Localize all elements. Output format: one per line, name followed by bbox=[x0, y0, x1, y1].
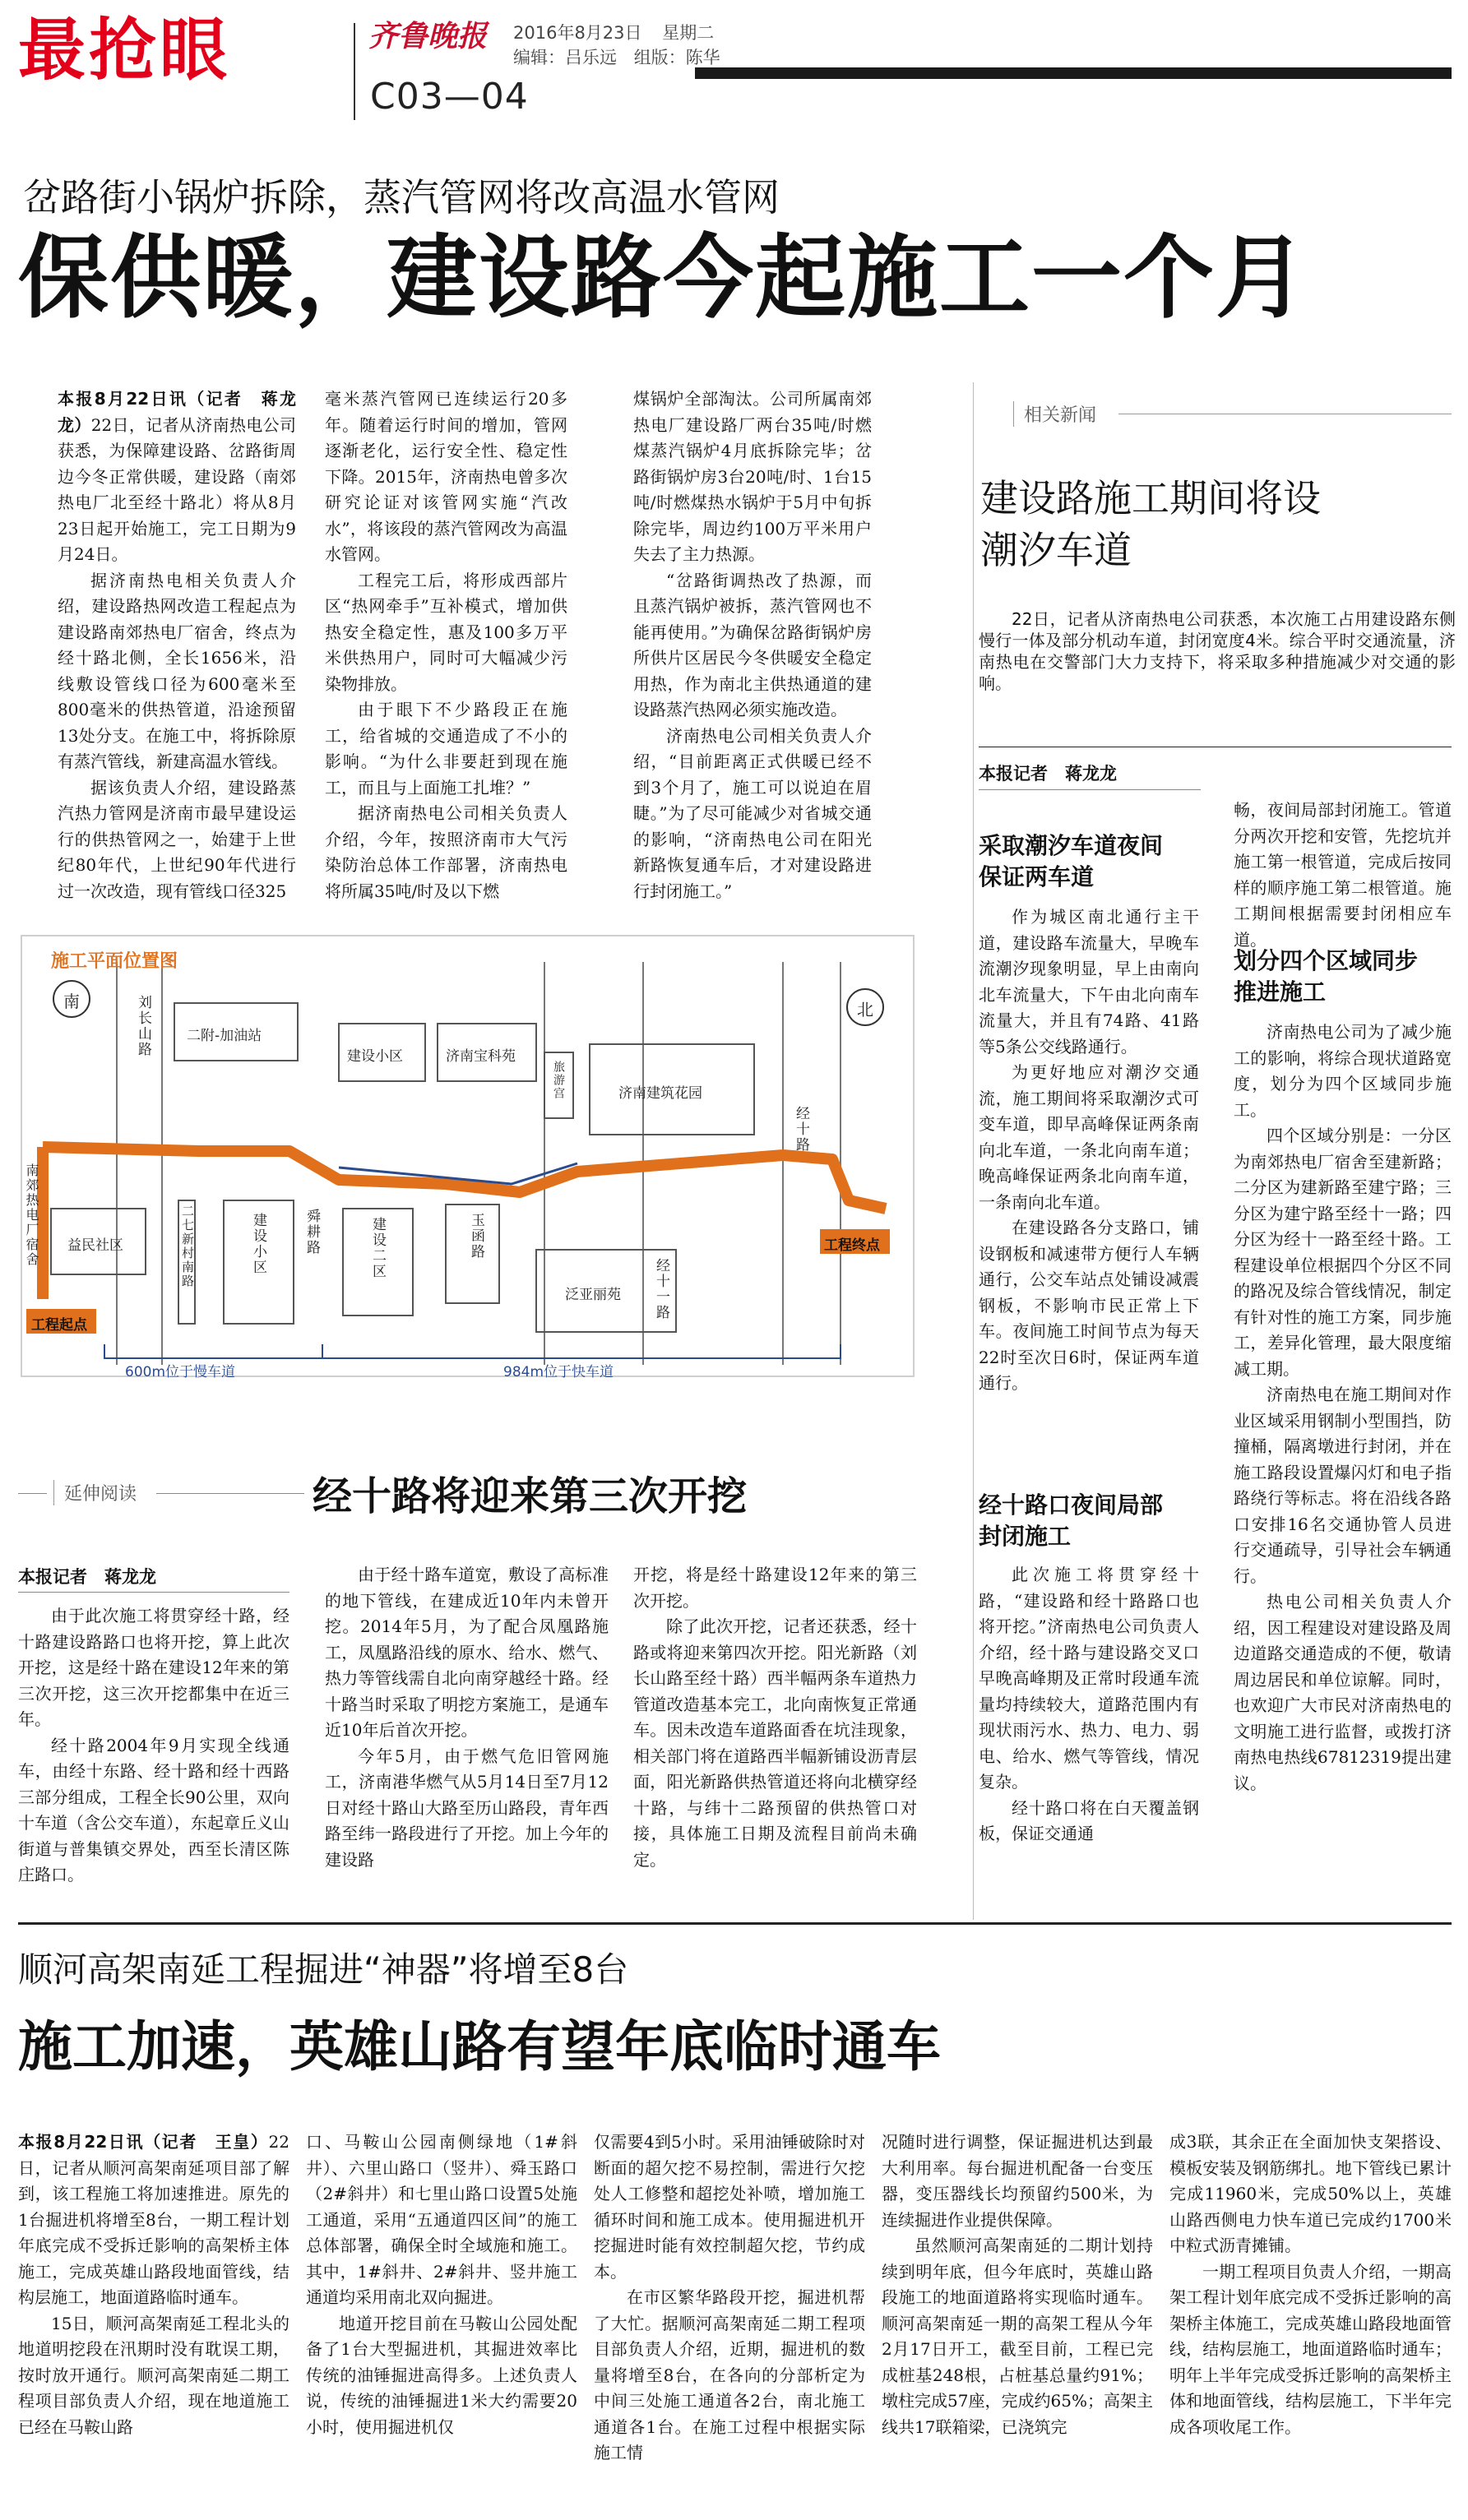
masthead bbox=[0, 0, 1468, 144]
story1-paragraph: 工程完工后，将形成西部片区“热网牵手”互补模式，增加供热安全稳定性，惠及100多万平米供热用户，同时可大幅减少污染物排放。 bbox=[325, 570, 567, 694]
paper-name: 齐鲁晚报 bbox=[368, 19, 488, 53]
sidebar-column-1b bbox=[979, 1562, 1199, 1847]
story1-paragraph: 由于眼下不少路段正在施工，给省城的交通造成了不小的影响。“为什么非要赶到现在施工，而且与上面施工扎堆？” bbox=[325, 700, 567, 798]
sidebar-column-1a bbox=[979, 904, 1199, 1397]
story1-paragraph: 济南热电公司相关负责人介绍，“目前距离正式供暖已经不到3个月了，施工可以说迫在眉睫。”为了尽可能减少对省城交通的影响，“济南热电公司在阳光新路恢复通车后，才对建设路进行封闭施工。” bbox=[633, 725, 872, 901]
sidebar-subhead-tidal: 采取潮汐车道夜间保证两车道 bbox=[979, 832, 1164, 890]
compass-north: 北 bbox=[857, 1000, 873, 1020]
weekday-text: 星期二 bbox=[662, 23, 715, 43]
story3-paragraph: 口、马鞍山公园南侧绿地（1#斜井）、六里山路口（竖井）、舜玉路口（2#斜井）和七里山路口设置5处施工通道，采用“五通道四区间”的施工总体部署，确保全时全域施和施工。其中，1#斜井、2#斜井、竖井施工通道均采用南北双向掘进。 bbox=[306, 2132, 577, 2307]
map-label-nanjiao: 南郊热电厂宿舍 bbox=[24, 1163, 39, 1267]
story3-column-3 bbox=[594, 2129, 865, 2467]
sidebar-byline-rule bbox=[979, 789, 1201, 790]
story2-tag: 延伸阅读 bbox=[53, 1480, 137, 1505]
sidebar-intro bbox=[979, 608, 1456, 694]
layout-text: 组版：陈华 bbox=[633, 48, 720, 67]
masthead-divider bbox=[354, 23, 355, 120]
story2-paragraph: 开挖，将是经十路建设12年来的第三次开挖。 bbox=[633, 1565, 917, 1611]
map-label-jinan-garden: 济南建筑花园 bbox=[618, 1085, 702, 1102]
slow-lane-label: 600m位于慢车道 bbox=[125, 1364, 236, 1380]
sidebar-paragraph: 四个区域分别是：一分区为南郊热电厂宿舍至建新路；二分区为建新路至建宁路；三分区为建宁路至经十一路；四分区为经十一路至经十路。工程建设单位根据四个分区不同的路况及综合管线情况，制定有针对性的施工方案，同步施工，差异化管理，最大限度缩减工期。 bbox=[1234, 1126, 1452, 1379]
story3-paragraph: 虽然顺河高架南延的二期计划持续到明年底，但今年底时，英雄山路段施工的地面道路将实现临时通车。顺河高架南延一期的高架工程从今年2月17日开工，截至目前，工程已完成桩基248根，占桩基总量约91%；墩柱完成57座，完成约65%；高架主线共17联箱梁，已浇筑完 bbox=[882, 2236, 1153, 2437]
story3-paragraph: 仅需要4到5小时。采用油锤破除时对断面的超欠挖不易控制，需进行欠挖处人工修整和超挖处补喷，增加施工循环时间和施工成本。使用掘进机开挖掘进时能有效控制超欠挖，节约成本。 bbox=[594, 2132, 865, 2282]
story1-paragraph: 据该负责人介绍，建设路蒸汽热力管网是济南市最早建设运行的供热管网之一，始建于上世纪80年代，上世纪90年代进行过一次改造，现有管线口径325 bbox=[58, 777, 296, 901]
story3-column-4 bbox=[882, 2129, 1153, 2440]
sidebar-paragraph: 此次施工将贯穿经十路，“建设路和经十路路口也将开挖。”济南热电公司负责人介绍，经十路与建设路交叉口早晚高峰期及正常时段通车流量均持续较大，道路范围内有现状雨污水、热力、电力、弱电、给水、燃气等管线，情况复杂。 bbox=[979, 1565, 1199, 1792]
story1-paragraph: 据济南热电公司相关负责人介绍，今年，按照济南市大气污染防治总体工作部署，济南热电将所属35吨/时及以下燃 bbox=[325, 803, 567, 901]
story3-paragraph: 本报8月22日讯（记者 王皇）22日，记者从顺河高架南延项目部了解到，该工程施工将加速推进。原先的1台掘进机将增至8台，一期工程计划年底完成不受拆迁影响的高架桥主体施工，完成英雄山路段地面管线，结构层施工，地面道路临时通车。 bbox=[18, 2132, 289, 2307]
story1-lead-tag: 本报8月22日讯（记者 蒋龙龙） bbox=[58, 389, 296, 435]
sidebar-paragraph: 为更好地应对潮汐交通流，施工期间将采取潮汐式可变车道，即早高峰保证两条南向北车道，一条北向南车道；晚高峰保证两条北向南车道，一条南向北车道。 bbox=[979, 1062, 1199, 1212]
story2-tag-rule-right bbox=[156, 1493, 304, 1494]
story2-paragraph: 由于经十路车道宽，敷设了高标准的地下管线，在建成近10年内未曾开挖。2014年5月，为了配合凤凰路施工，凤凰路沿线的原水、给水、燃气、热力等管线需自北向南穿越经十路。经十路当时采取了明挖方案施工，是通车近10年后首次开挖。 bbox=[325, 1565, 609, 1740]
sidebar-column-2a bbox=[1234, 798, 1452, 953]
map-label-jingshi: 经十路 bbox=[793, 1106, 809, 1153]
map-label-kunlun: 建设小区 bbox=[347, 1048, 403, 1065]
map-label-shunyu: 舜耕路 bbox=[303, 1209, 320, 1255]
map-label-yuanlin: 玉函路 bbox=[468, 1213, 484, 1260]
story3-top-rule bbox=[18, 1922, 1452, 1925]
map-label-jianfeng: 建设二区 bbox=[369, 1217, 386, 1279]
sidebar-byline: 本报记者 蒋龙龙 bbox=[979, 764, 1117, 784]
map-label-jingshiyi: 经十一路 bbox=[653, 1258, 669, 1320]
date-text: 2016年8月23日 bbox=[513, 23, 642, 43]
story3-paragraph: 况随时进行调整，保证掘进机达到最大利用率。每台掘进机配备一台变压器，变压器线长均预留约500米，为连续掘进作业提供保障。 bbox=[882, 2132, 1153, 2230]
story3-column-5 bbox=[1169, 2129, 1452, 2440]
story2-column-2 bbox=[325, 1562, 609, 1873]
story2-paragraph: 经十路2004年9月实现全线通车，由经十东路、经十路和经十西路三部分组成，工程全长90公里，双向十车道（含公交车道），东起章丘义山街道与普集镇交界处，西至长清区陈庄路口。 bbox=[18, 1735, 289, 1884]
story1-paragraph: 本报8月22日讯（记者 蒋龙龙）22日，记者从济南热电公司获悉，为保障建设路、岔路街周边今冬正常供暖，建设路（南郊热电厂北至经十路北）将从8月23日起开始施工，完工日期为9月24日。 bbox=[58, 389, 296, 564]
map-title: 施工平面位置图 bbox=[51, 951, 178, 972]
story2-paragraph: 今年5月，由于燃气危旧管网施工，济南港华燃气从5月14日至7月12日对经十路山大路至历山路段，青年西路至纬一路段进行了开挖。加上今年的建设路 bbox=[325, 1746, 609, 1870]
sidebar-paragraph: 热电公司相关负责人介绍，因工程建设对建设路及周边道路交通造成的不便，敬请周边居民和单位谅解。同时，也欢迎广大市民对济南热电的文明施工进行监督，或拨打济南热电热线67812319提出建议。 bbox=[1234, 1592, 1452, 1793]
story3-kicker: 顺河高架南延工程掘进“神器”将增至8台 bbox=[18, 1949, 629, 1990]
story3-paragraph: 一期工程项目负责人介绍，一期高架工程计划年底完成不受拆迁影响的高架桥主体施工，完成英雄山路段地面管线，结构层施工，地面道路临时通车；明年上半年完成受拆迁影响的高架桥主体和地面管线，结构层施工，下半年完成各项收尾工作。 bbox=[1169, 2261, 1452, 2437]
story1-paragraph: 毫米蒸汽管网已连续运行20多年。随着运行时间的增加，管网逐渐老化，运行安全性、稳定性下降。2015年，济南热电曾多次研究论证对该管网实施“汽改水”，将该段的蒸汽管网改为高温水管网。 bbox=[325, 389, 567, 564]
sidebar-column-2b bbox=[1234, 1020, 1452, 1796]
map-label-yipin: 益民社区 bbox=[67, 1237, 123, 1254]
sidebar-paragraph: 济南热电在施工期间对作业区域采用钢制小型围挡，防撞桶，隔离墩进行封闭，并在施工路段设置爆闪灯和电子指路绕行等标志。将在沿线各路口安排16名交通协管人员进行交通疏导，引导社会车辆通行。 bbox=[1234, 1385, 1452, 1586]
story1-paragraph: 据济南热电相关负责人介绍，建设路热网改造工程起点为建设路南郊热电厂宿舍，终点为经十路北侧，全长1656米，沿线敷设管线口径为600毫米至800毫米的供热管道，沿途预留13处分支。在施工中，将拆除原有蒸汽管线，新建高温水管线。 bbox=[58, 570, 296, 771]
story3-paragraph: 15日，顺河高架南延工程北头的地道明挖段在汛期时没有耽误工期，按时放开通行。顺河高架南延二期工程项目部负责人介绍，现在地道施工已经在马鞍山路 bbox=[18, 2313, 289, 2437]
editor-text: 编辑：吕乐远 bbox=[513, 48, 617, 67]
page-number: C03—04 bbox=[370, 76, 529, 118]
sidebar-subhead-zones: 划分四个区域同步推进施工 bbox=[1234, 947, 1419, 1006]
map-label-jiuzi: 旅游宫 bbox=[552, 1061, 565, 1100]
fast-lane-label: 984m位于快车道 bbox=[503, 1364, 614, 1380]
map-label-liushan: 刘长山路 bbox=[135, 995, 151, 1057]
story3-column-1 bbox=[18, 2129, 289, 2440]
story3-paragraph: 地道开挖目前在马鞍山公园处配备了1台大型掘进机，其掘进效率比传统的油锤掘进高得多。上述负责人说，传统的油锤掘进1米大约需要20小时，使用掘进机仅 bbox=[306, 2313, 577, 2437]
story2-column-3 bbox=[633, 1562, 917, 1873]
story2-headline: 经十路将迎来第三次开挖 bbox=[313, 1473, 748, 1519]
sidebar-paragraph: 济南热电公司为了减少施工的影响，将综合现状道路宽度，划分为四个区域同步施工。 bbox=[1234, 1022, 1452, 1120]
construction-map bbox=[18, 929, 919, 1381]
story3-paragraph: 在市区繁华路段开挖，掘进机帮了大忙。据顺河高架南延二期工程项目部负责人介绍，近期，掘进机的数量将增至8台，在各向的分部析定为中间三处施工通道各2台，南北施工通道各1台。在施工过程中根据实际施工情 bbox=[594, 2287, 865, 2462]
section-title: 最抢眼 bbox=[18, 12, 231, 90]
sidebar-intro-text: 22日，记者从济南热电公司获悉，本次施工占用建设路东侧慢行一体及部分机动车道，封闭宽度4米。综合平时交通流量，济南热电在交警部门大力支持下，将采取多种措施减少对交通的影响。 bbox=[979, 609, 1456, 693]
sidebar-divider bbox=[973, 382, 974, 1920]
map-label-pinxin: 济南宝科苑 bbox=[446, 1048, 516, 1065]
map-label-erjing: 二附-加油站 bbox=[187, 1028, 262, 1044]
map-label-xincheng: 泛亚丽苑 bbox=[565, 1287, 621, 1303]
issue-date bbox=[513, 20, 714, 44]
sidebar-paragraph: 经十路口将在白天覆盖钢板，保证交通通 bbox=[979, 1797, 1199, 1843]
sidebar-headline: 建设路施工期间将设潮汐车道 bbox=[980, 476, 1321, 572]
story2-paragraph: 由于此次施工将贯穿经十路，经十路建设路路口也将开挖，算上此次开挖，这是经十路在建设12年来的第三次开挖，这三次开挖都集中在近三年。 bbox=[18, 1606, 289, 1729]
story1-column-2 bbox=[325, 386, 567, 904]
sidebar-paragraph: 在建设路各分支路口，铺设钢板和减速带方便行人车辆通行，公交车站点处铺设减震钢板，不影响市民正常上下车。夜间施工时间节点为每天22时至次日6时，保证两车道通行。 bbox=[979, 1218, 1199, 1393]
story3-paragraph: 成3联，其余正在全面加快支架搭设、模板安装及钢筋绑扎。地下管线已累计完成11960米，完成50%以上，英雄山路西侧电力快车道已完成约1700米中粒式沥青摊铺。 bbox=[1169, 2132, 1452, 2255]
story3-lead-tag: 本报8月22日讯（记者 王皇） bbox=[18, 2132, 269, 2152]
map-label-erqi: 二七新村南路 bbox=[180, 1205, 195, 1288]
story1-kicker: 岔路街小锅炉拆除，蒸汽管网将改高温水管网 bbox=[23, 175, 780, 220]
story1-paragraph: 煤锅炉全部淘汰。公司所属南郊热电厂建设路厂两台35吨/时燃煤蒸汽锅炉4月底拆除完毕；岔路街锅炉房3台20吨/时、1台15吨/时燃煤热水锅炉于5月中旬拆除完毕，周边约100万平米用户失去了主力热源。 bbox=[633, 389, 872, 564]
story1-headline: 保供暖，建设路今起施工一个月 bbox=[18, 225, 1308, 331]
story3-headline: 施工加速，英雄山路有望年底临时通车 bbox=[18, 2015, 941, 2078]
sidebar-subhead-jingshi: 经十路口夜间局部封闭施工 bbox=[979, 1491, 1164, 1550]
staff-credits bbox=[513, 44, 720, 69]
story2-paragraph: 除了此次开挖，记者还获悉，经十路或将迎来第四次开挖。阳光新路（刘长山路至经十路）西半幅两条车道热力管道改造基本完工，北向南恢复正常通车。因未改造车道路面香在坑洼现象，相关部门将在道路西半幅新铺设沥青层面，阳光新路供热管道还将向北横穿经十路，与纬十二路预留的供热管口对接，具体施工日期及流程目前尚未确定。 bbox=[633, 1616, 917, 1870]
story2-tag-rule bbox=[18, 1493, 47, 1494]
sidebar-paragraph: 作为城区南北通行主干道，建设路车流量大，早晚车流潮汐现象明显，早上由南向北车流量大，下午由北向南车流量大，并且有74路、41路等5条公交线路通行。 bbox=[979, 907, 1199, 1057]
story1-paragraph: “岔路街调热改了热源，而且蒸汽锅炉被拆，蒸汽管网也不能再使用。”为确保岔路街锅炉房所供片区居民今冬供暖安全稳定用热，作为南北主供热通道的建设路蒸汽热网必须实施改造。 bbox=[633, 570, 872, 719]
start-label: 工程起点 bbox=[31, 1317, 87, 1334]
masthead-rule bbox=[695, 67, 1452, 79]
story2-byline-rule bbox=[18, 1592, 289, 1593]
compass-south: 南 bbox=[63, 992, 80, 1011]
sidebar-paragraph: 畅，夜间局部封闭施工。管道分两次开挖和安管，先挖坑并施工第一根管道，完成后按同样的顺序施工第二根管道。施工期间根据需要封闭相应车道。 bbox=[1234, 800, 1452, 950]
story2-byline: 本报记者 蒋龙龙 bbox=[18, 1567, 156, 1587]
story3-column-2 bbox=[306, 2129, 577, 2440]
sidebar-tag: 相关新闻 bbox=[1013, 401, 1096, 427]
story1-column-3 bbox=[633, 386, 872, 904]
story1-column-1 bbox=[58, 386, 296, 904]
map-label-jianshe-area: 建设小区 bbox=[250, 1213, 266, 1275]
end-label: 工程终点 bbox=[824, 1237, 880, 1254]
story2-column-1 bbox=[18, 1603, 289, 1889]
